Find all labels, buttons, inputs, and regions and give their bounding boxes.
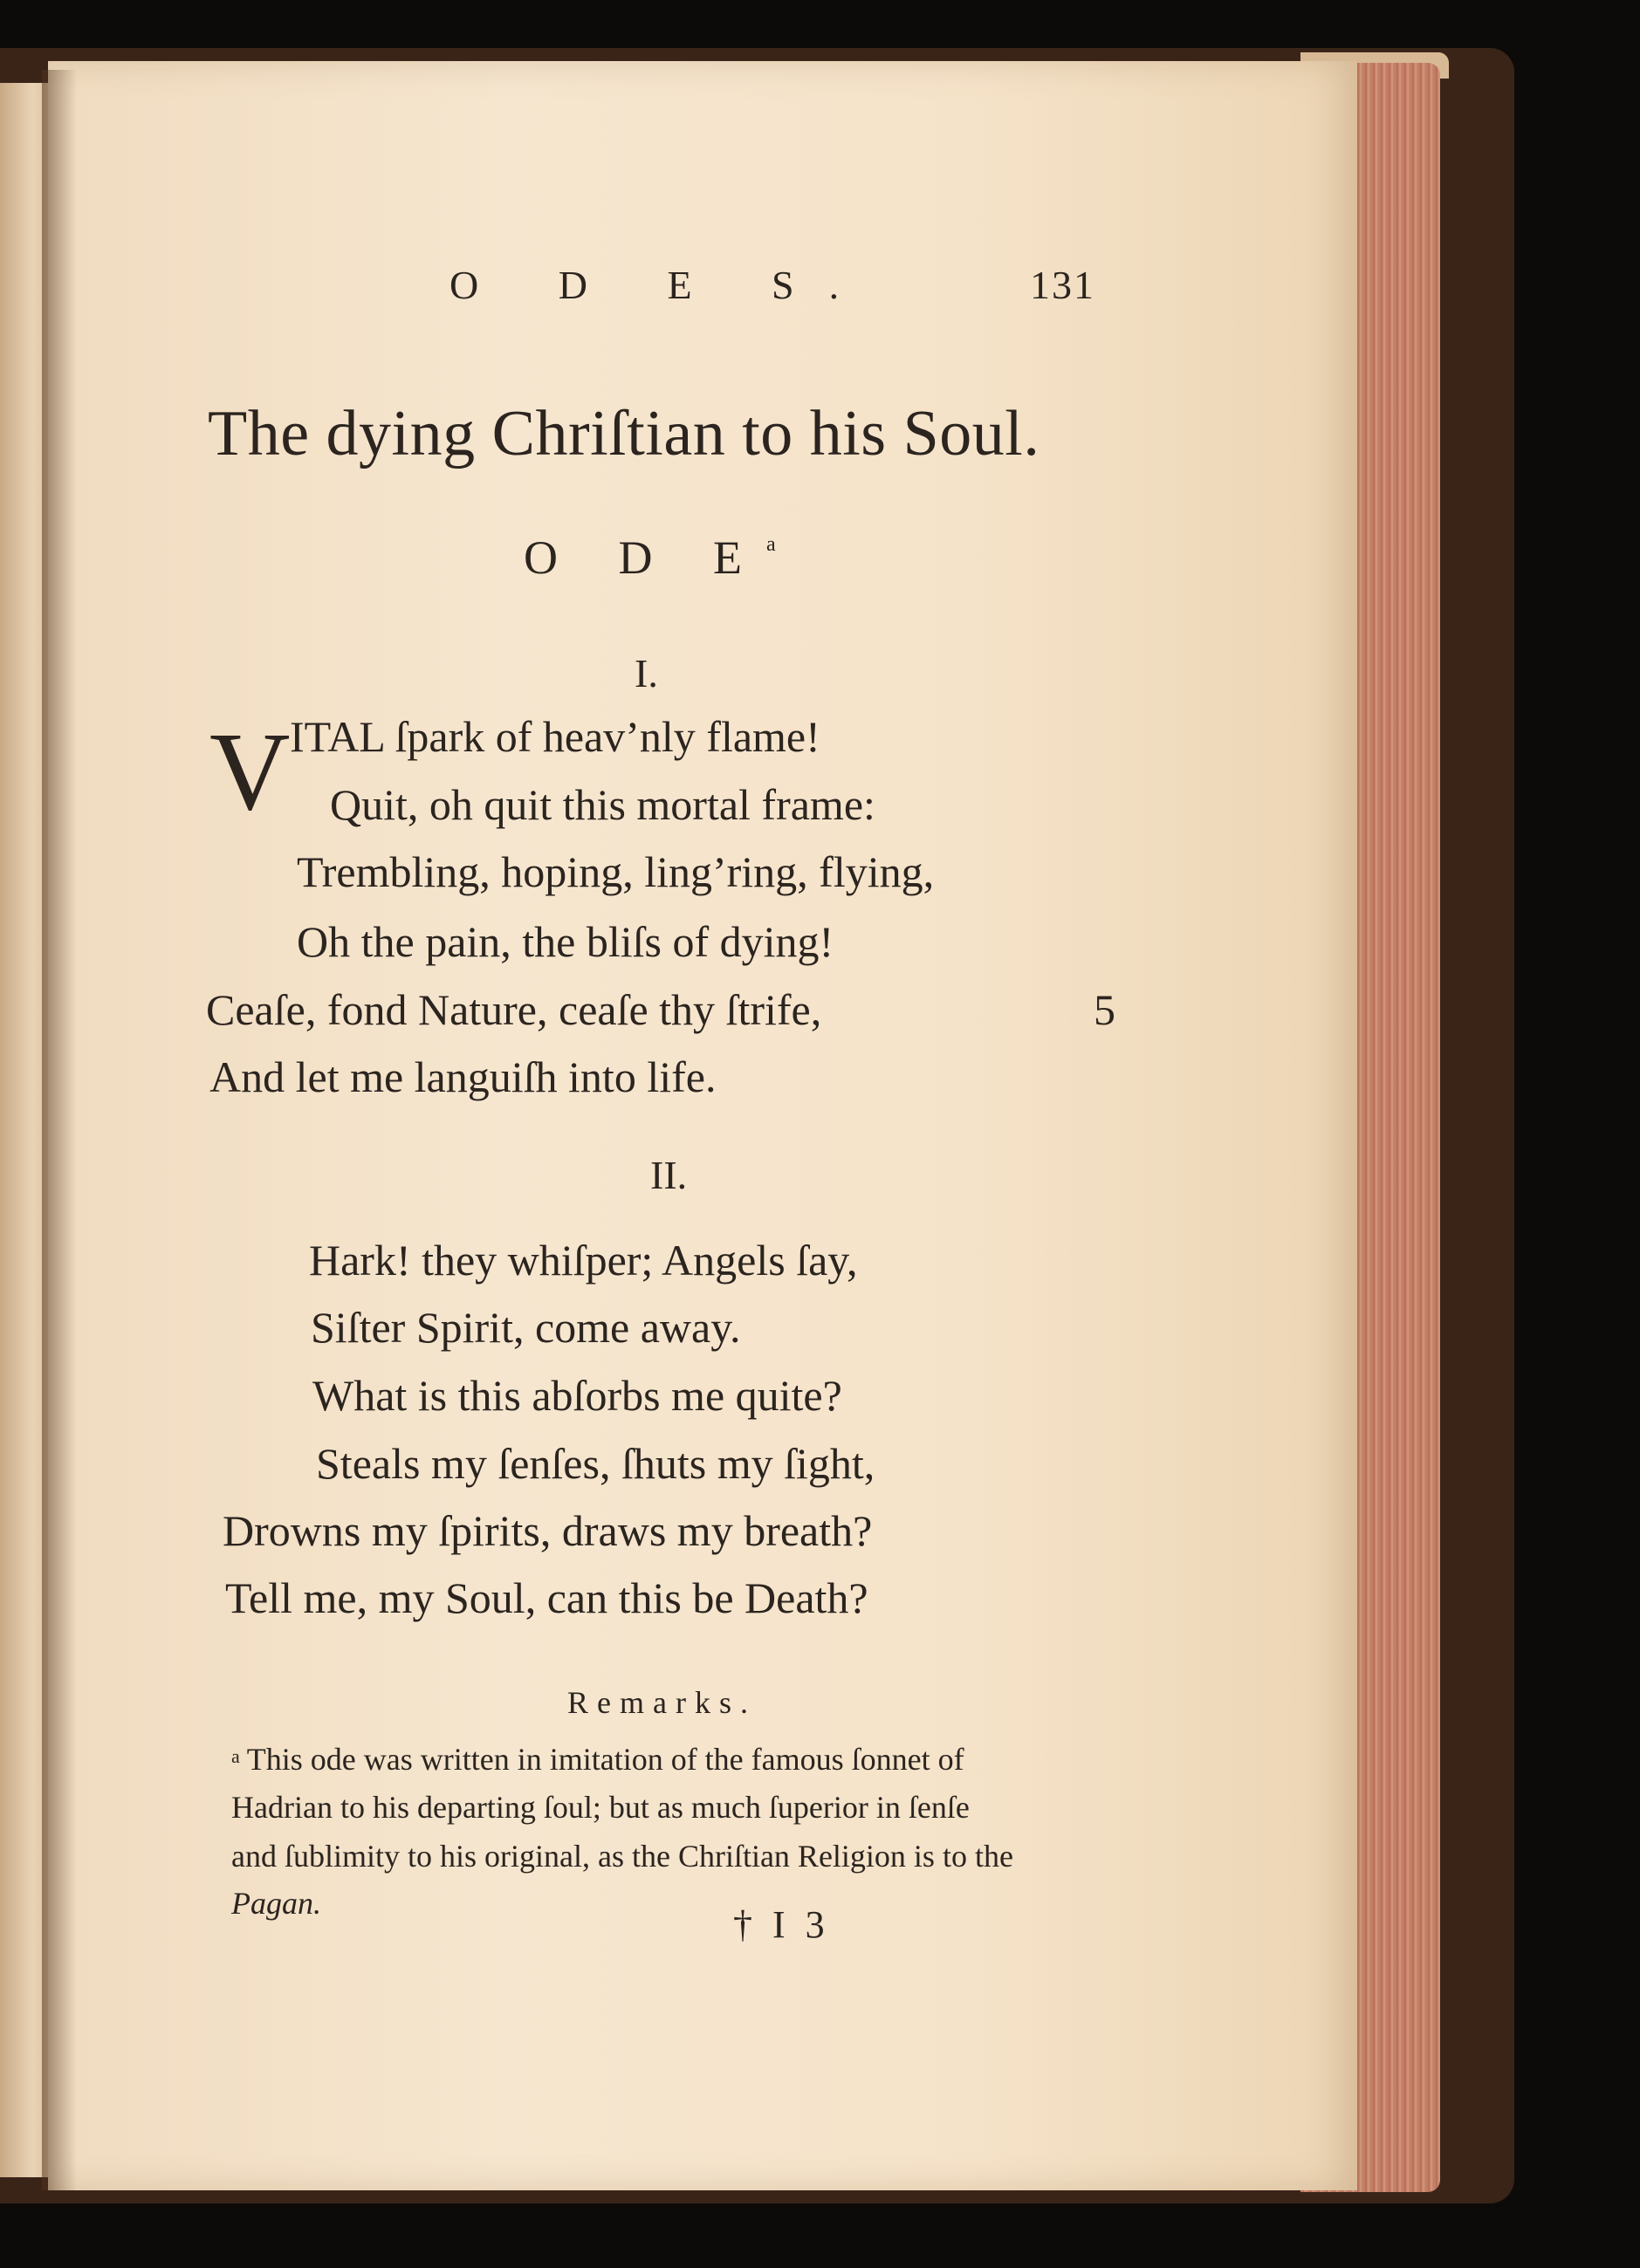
footnote-line: Pagan. xyxy=(231,1886,321,1921)
signature-mark: † I 3 xyxy=(733,1903,830,1946)
ode-heading-text: O D E xyxy=(524,531,766,584)
footnote-mark: a xyxy=(231,1745,240,1767)
verse-line: And let me languiſh into life. xyxy=(209,1052,717,1101)
ode-heading xyxy=(524,531,776,585)
drop-cap: V xyxy=(209,709,291,833)
verse-line: Ceaſe, fond Nature, ceaſe thy ſtrife, xyxy=(206,985,822,1034)
ode-note-mark: a xyxy=(765,533,776,556)
footnote-line: Hadrian to his departing ſoul; but as much ſuperior in ſenſe xyxy=(231,1790,970,1825)
remarks-heading: Remarks. xyxy=(567,1685,757,1720)
verse-line: Quit, oh quit this mortal frame: xyxy=(330,780,875,829)
footnote-line: and ſublimity to his original, as the Chriſtian Religion is to the xyxy=(231,1839,1013,1874)
verse-line: Trembling, hoping, ling’ring, flying, xyxy=(297,847,935,896)
running-head: O D E S. xyxy=(449,263,875,307)
verse-line: What is this abſorbs me quite? xyxy=(312,1371,842,1420)
stanza-number-2: II. xyxy=(650,1153,688,1197)
verse-line: Oh the pain, the bliſs of dying! xyxy=(297,917,834,966)
verse-line: Siſter Spirit, come away. xyxy=(311,1303,741,1352)
footnote-text: This ode was written in imitation of the famous ſonnet of xyxy=(246,1742,964,1777)
poem-title: The dying Chriſtian to his Soul. xyxy=(208,398,1040,469)
verse-line: ITAL ſpark of heav’nly flame! xyxy=(290,712,820,761)
line-number: 5 xyxy=(1094,985,1115,1034)
verse-line: Steals my ſenſes, ſhuts my ſight, xyxy=(316,1439,875,1488)
gutter-shadow xyxy=(42,70,77,2190)
verse-line: Hark! they whiſper; Angels ſay, xyxy=(309,1236,858,1285)
verse-line: Tell me, my Soul, can this be Death? xyxy=(225,1573,868,1622)
stanza-number-1: I. xyxy=(635,651,658,695)
verse-line: Drowns my ſpirits, draws my breath? xyxy=(223,1506,873,1555)
footnote-line xyxy=(231,1741,964,1778)
page-number: 131 xyxy=(1030,263,1095,307)
